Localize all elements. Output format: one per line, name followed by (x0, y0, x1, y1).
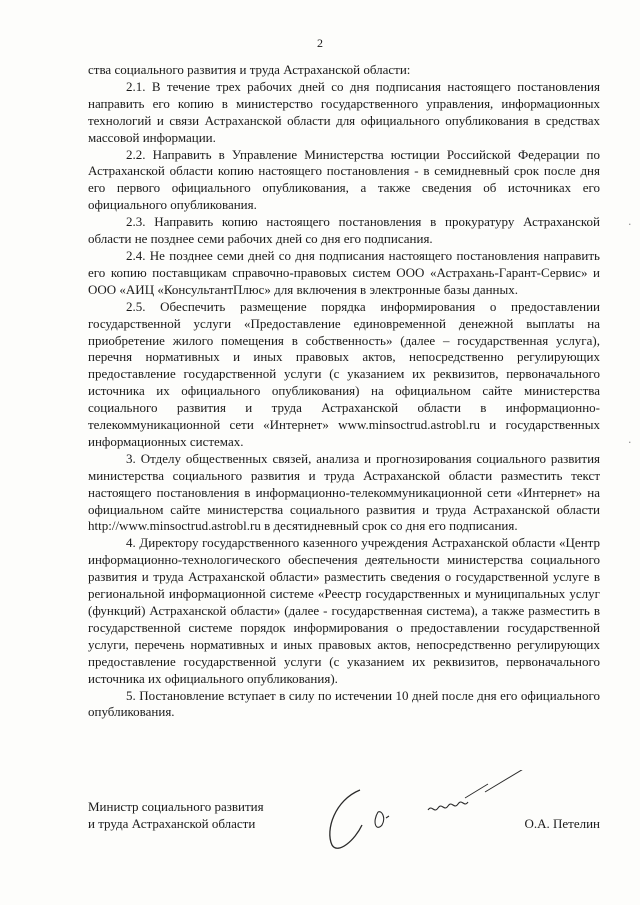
paragraph: 2.2. Направить в Управление Министерства юстиции Российской Федерации по Астраханской области копию настоящего постановления - в семидневный срок после дня его первого официального опубликования, а также сведения об источниках его официального опубликования. (88, 146, 600, 213)
paragraph: 2.5. Обеспечить размещение порядка информирования о предоставлении государственной услуги «Предоставление единовременной денежной выплаты на приобретение жилого помещения в собственность» (далее – государственная услуга), перечня нормативных и иных правовых актов, непосредственно регулирующих предоставление государственной услуги (с указанием их реквизитов, первоначального источника их официального опубликования) на официальном сайте министерства социального развития и труда Астраханской области в информационно-телекоммуникационной сети «Интернет» www.minsoctrud.astrobl.ru и государственных информационных системах. (88, 298, 600, 449)
paragraph: 4. Директору государственного казенного учреждения Астраханской области «Центр информационно-технологического обеспечения деятельности министерства социального развития и труда Астраханской области» разместить сведения о государственной услуге в региональной информационной системе «Реестр государственных и муниципальных услуг (функций) Астраханской области» (далее - государственная система), а также разместить в государственной системе порядок информирования о предоставлении государственной услуги, перечень нормативных и иных правовых актов, непосредственно регулирующих предоставление государственной услуги (с указанием их реквизитов, первоначального источника их официального опубликования). (88, 535, 600, 686)
signer-name: О.А. Петелин (524, 816, 600, 831)
signer-title-line-2: и труда Астраханской области (88, 816, 256, 831)
document-body (88, 62, 600, 721)
signature-block (88, 798, 600, 858)
paragraph: 2.3. Направить копию настоящего постановления в прокуратуру Астраханской области не позднее семи рабочих дней со дня его подписания. (88, 214, 600, 247)
signer-title (88, 798, 264, 832)
paragraph: 3. Отделу общественных связей, анализа и прогнозирования социального развития министерства социального развития и труда Астраханской области разместить текст настоящего постановления в информационно-телекоммуникационной сети «Интернет» на официальном сайте министерства социального развития и труда Астраханской области http://www.minsoctrud.astrobl.ru в десятидневный срок со дня его подписания. (88, 450, 600, 534)
signer-title-line-1: Министр социального развития (88, 799, 264, 814)
margin-speck: · (628, 436, 632, 449)
paragraph: 2.4. Не позднее семи дней со дня подписания настоящего постановления направить его копию поставщикам справочно-правовых систем ООО «Астрахань-Гарант-Сервис» и ООО «АИЦ «КонсультантПлюс» для включения в электронные базы данных. (88, 247, 600, 297)
margin-speck: · (628, 218, 632, 231)
paragraph: 5. Постановление вступает в силу по истечении 10 дней после дня его официального опубликования. (88, 687, 600, 720)
paragraph: 2.1. В течение трех рабочих дней со дня подписания настоящего постановления направить его копию в министерство государственного управления, информационных технологий и связи Астраханской области для официального опубликования в средствах массовой информации. (88, 78, 600, 145)
paragraph: ства социального развития и труда Астраханской области: (88, 62, 411, 77)
page-number: 2 (317, 36, 323, 50)
